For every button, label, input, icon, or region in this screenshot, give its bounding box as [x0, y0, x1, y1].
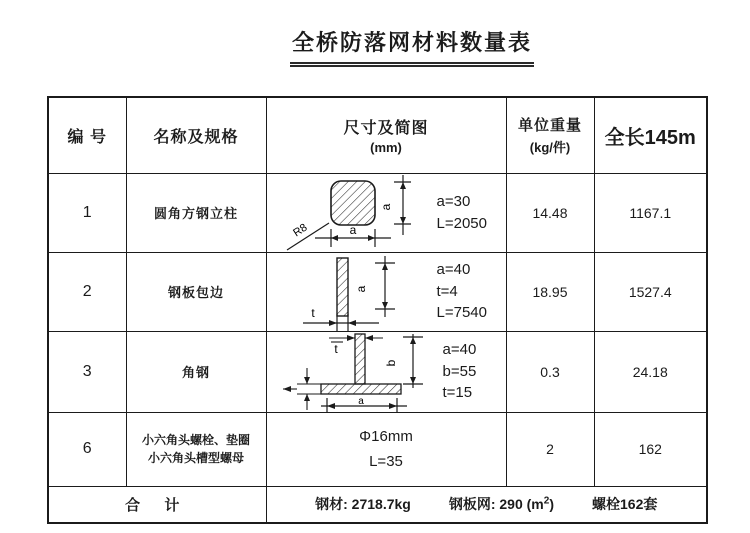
svg-text:a: a: [353, 285, 368, 292]
totals-row: [48, 486, 707, 523]
row2-no: 2: [48, 252, 126, 331]
header-unit-weight-title: 单位重量: [517, 117, 582, 135]
totals-steel: 钢材: 2718.7kg: [315, 496, 411, 513]
svg-text:a: a: [378, 203, 393, 210]
svg-text:b: b: [383, 359, 398, 366]
svg-text:t: t: [333, 341, 338, 356]
material-quantity-table: [47, 96, 708, 524]
row1-no: 1: [48, 173, 126, 252]
row3-unit-weight: 0.3: [506, 331, 594, 412]
row2-unit-weight: 18.95: [506, 252, 594, 331]
table-row: [48, 412, 707, 486]
row1-dims: a=30 L=2050: [436, 192, 487, 232]
totals-summary: [266, 486, 707, 523]
inverted-tee-section-icon: [279, 332, 429, 412]
row4-dims-cell: [266, 412, 506, 486]
row1-total: 1167.1: [594, 173, 707, 252]
table-row: [48, 252, 707, 331]
header-unit-weight-unit: (kg/件): [529, 140, 571, 156]
thin-plate-section-icon: [279, 253, 411, 331]
row4-name: [126, 412, 266, 486]
row1-name: 圆角方钢立柱: [126, 173, 266, 252]
rounded-square-section-icon: [279, 174, 411, 252]
totals-bolts: 螺栓162套: [592, 496, 658, 513]
row1-unit-weight: 14.48: [506, 173, 594, 252]
row3-dims: a=40 b=55 t=15: [442, 340, 477, 402]
row2-total: 1527.4: [594, 252, 707, 331]
row4-name-line2: 小六角头槽型螺母: [147, 451, 244, 465]
page-title-wrap: [0, 26, 750, 67]
row4-name-line1: 小六角头螺栓、垫圈: [141, 433, 250, 447]
totals-label: 合 计: [48, 486, 266, 523]
totals-mesh: 钢板网: 290 $(m^2)$: [448, 495, 554, 513]
header-row: [48, 97, 707, 173]
header-no: 编 号: [48, 97, 126, 173]
row3-total: 24.18: [594, 331, 707, 412]
header-size-unit: (mm): [370, 140, 402, 156]
row3-no: 3: [48, 331, 126, 412]
row1-figure-cell: [266, 173, 506, 252]
row4-dims: Φ16mm L=35: [359, 427, 413, 470]
row4-total: 162: [594, 412, 707, 486]
table-row: [48, 331, 707, 412]
svg-text:R8: R8: [290, 221, 310, 239]
svg-text:a: a: [349, 222, 356, 237]
header-size-title: 尺寸及简图: [343, 120, 429, 138]
header-size: [266, 97, 506, 173]
header-total-length: 全长145m: [594, 97, 707, 173]
row4-unit-weight: 2: [506, 412, 594, 486]
row2-figure-cell: [266, 252, 506, 331]
row2-dims: a=40 t=4 L=7540: [436, 260, 487, 322]
svg-text:a: a: [357, 395, 364, 407]
row4-no: 6: [48, 412, 126, 486]
header-name: 名称及规格: [126, 97, 266, 173]
row3-name: 角钢: [126, 331, 266, 412]
row2-name: 钢板包边: [126, 252, 266, 331]
svg-text:t: t: [310, 305, 315, 320]
page-title: 全桥防落网材料数量表: [290, 26, 534, 67]
header-unit-weight: [506, 97, 594, 173]
table-row: [48, 173, 707, 252]
row3-figure-cell: [266, 331, 506, 412]
